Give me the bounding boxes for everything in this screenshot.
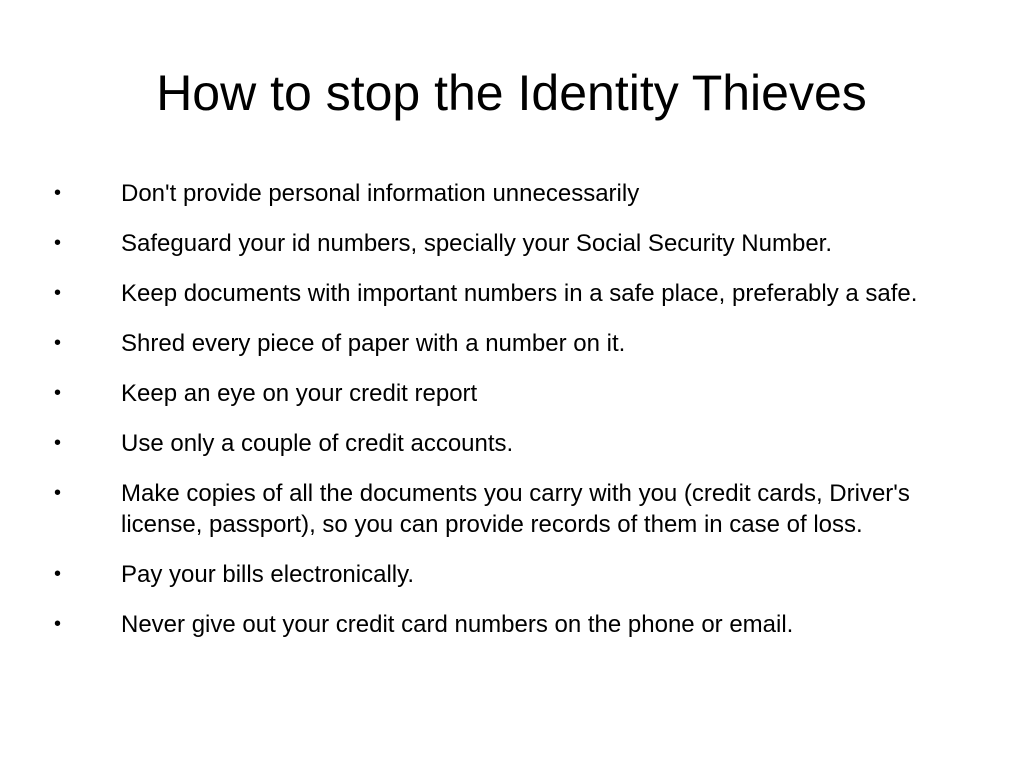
bullet-item [0,228,1023,259]
bullet-text: Don't provide personal information unnecessarily [121,180,640,207]
bullet-text: Make copies of all the documents you carry with you (credit cards, Driver's license, passport), so you can provide records of them in case of loss. [121,480,910,538]
bullet-text: Never give out your credit card numbers on the phone or email. [121,611,794,638]
bullet-marker: • [54,563,62,585]
bullet-item [0,328,1023,359]
bullet-item [0,278,1023,309]
bullet-item [0,609,1023,640]
bullet-item [0,559,1023,590]
bullet-marker: • [54,332,62,354]
bullet-text: Pay your bills electronically. [121,561,415,588]
bullet-marker: • [54,282,62,304]
bullet-marker: • [54,382,62,404]
bullet-item [0,478,1023,540]
bullet-text: Shred every piece of paper with a number on it. [121,330,626,357]
bullet-item [0,428,1023,459]
bullet-list [0,178,1023,659]
bullet-text: Use only a couple of credit accounts. [121,430,514,457]
bullet-marker: • [54,482,62,504]
bullet-text: Safeguard your id numbers, specially your Social Security Number. [121,230,832,257]
bullet-text: Keep an eye on your credit report [121,380,478,407]
slide-title: How to stop the Identity Thieves [156,65,867,121]
bullet-marker: • [54,432,62,454]
bullet-marker: • [54,613,62,635]
bullet-marker: • [54,232,62,254]
bullet-text: Keep documents with important numbers in a safe place, preferably a safe. [121,280,918,307]
bullet-item [0,178,1023,209]
bullet-item [0,378,1023,409]
bullet-marker: • [54,182,62,204]
